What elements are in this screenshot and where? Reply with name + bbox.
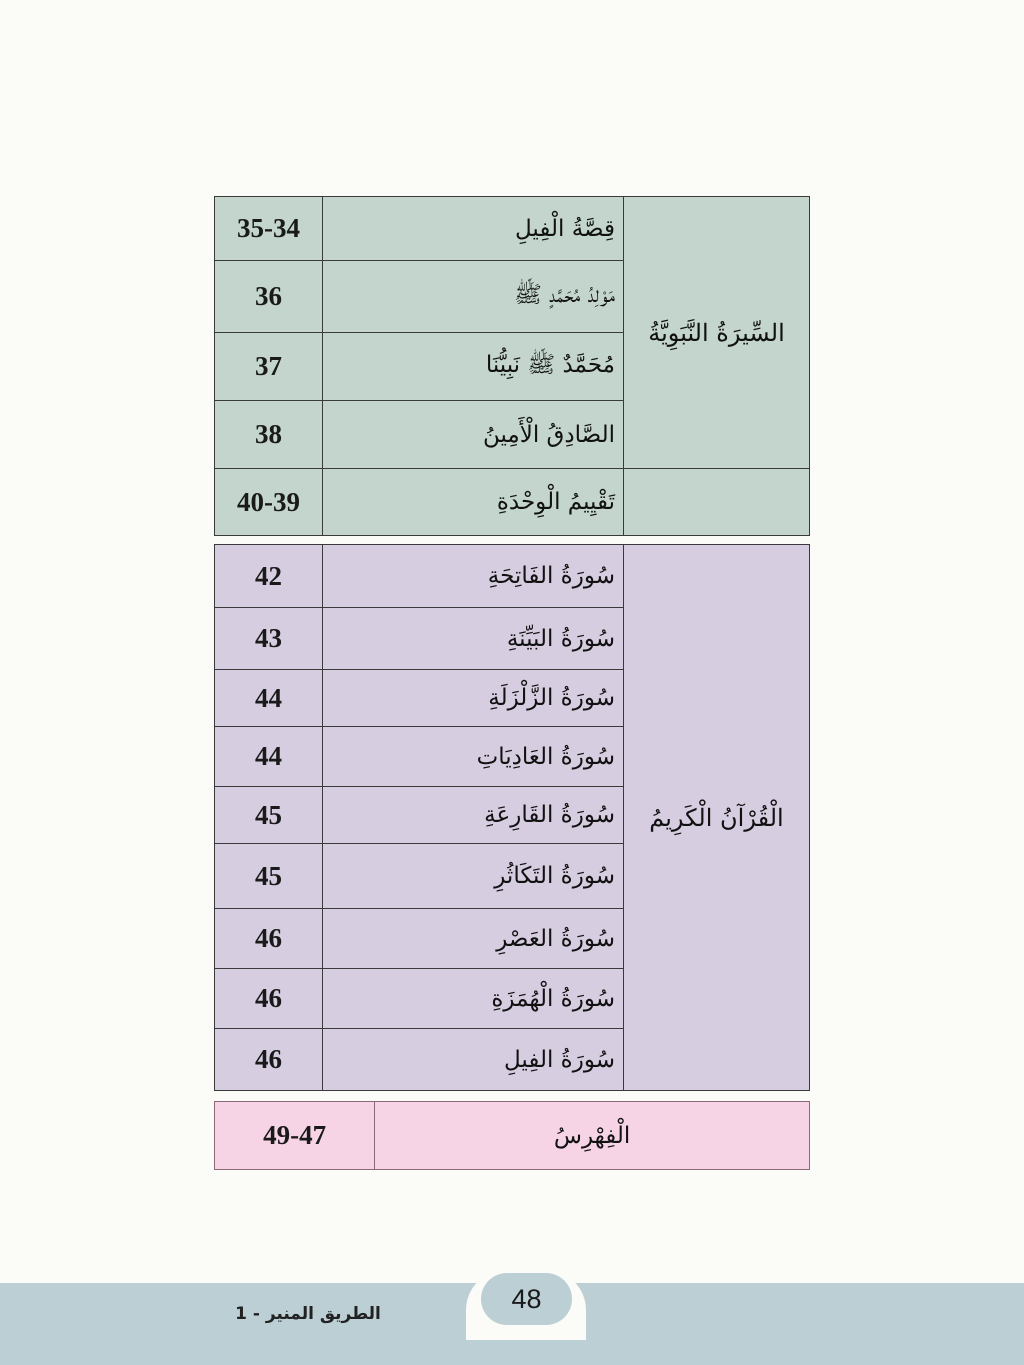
page-number: 48	[481, 1273, 572, 1325]
page-range: 44	[215, 727, 323, 787]
lesson-title: سُورَةُ الْهُمَزَةِ	[323, 969, 624, 1029]
page-range: 43	[215, 608, 323, 670]
page-range: 40-39	[215, 469, 323, 536]
page-range: 38	[215, 401, 323, 469]
table-row	[215, 197, 810, 261]
lesson-title: سُورَةُ الفَاتِحَةِ	[323, 545, 624, 608]
section-label: السِّيرَةُ النَّبَوِيَّةُ	[624, 197, 810, 469]
toc-section-seerah	[214, 196, 810, 536]
lesson-title: قِصَّةُ الْفِيلِ	[323, 197, 624, 261]
page-range: 45	[215, 787, 323, 844]
section-label: الْقُرْآنُ الْكَرِيمُ	[624, 545, 810, 1091]
page-range: 46	[215, 1029, 323, 1091]
lesson-title: مُحَمَّدٌ ﷺ نَبِيُّنَا	[323, 333, 624, 401]
lesson-title: سُورَةُ الزَّلْزَلَةِ	[323, 670, 624, 727]
page-range: 35-34	[215, 197, 323, 261]
lesson-title: سُورَةُ الفِيلِ	[323, 1029, 624, 1091]
lesson-title: سُورَةُ العَادِيَاتِ	[323, 727, 624, 787]
page-range: 49-47	[215, 1102, 375, 1170]
page-range: 42	[215, 545, 323, 608]
page-range: 46	[215, 909, 323, 969]
table-row	[215, 469, 810, 536]
lesson-title: سُورَةُ البَيِّنَةِ	[323, 608, 624, 670]
table-row	[215, 545, 810, 608]
page-range: 36	[215, 261, 323, 333]
book-title: الطريق المنير - 1	[235, 1304, 381, 1324]
lesson-title: سُورَةُ العَصْرِ	[323, 909, 624, 969]
toc-section-quran	[214, 544, 810, 1091]
index-title: الْفِهْرِسُ	[375, 1102, 810, 1170]
lesson-title: سُورَةُ القَارِعَةِ	[323, 787, 624, 844]
lesson-title: تَقْيِيمُ الْوِحْدَةِ	[323, 469, 624, 536]
toc-section-index	[214, 1101, 810, 1170]
page-range: 44	[215, 670, 323, 727]
lesson-title: سُورَةُ التَكَاثُرِ	[323, 844, 624, 909]
lesson-title: الصَّادِقُ الْأَمِينُ	[323, 401, 624, 469]
lesson-title: مَوْلِدُ مُحَمَّدٍ ﷺ	[323, 261, 624, 333]
empty-cell	[624, 469, 810, 536]
table-row	[215, 1102, 810, 1170]
page-range: 37	[215, 333, 323, 401]
page-range: 46	[215, 969, 323, 1029]
page-range: 45	[215, 844, 323, 909]
